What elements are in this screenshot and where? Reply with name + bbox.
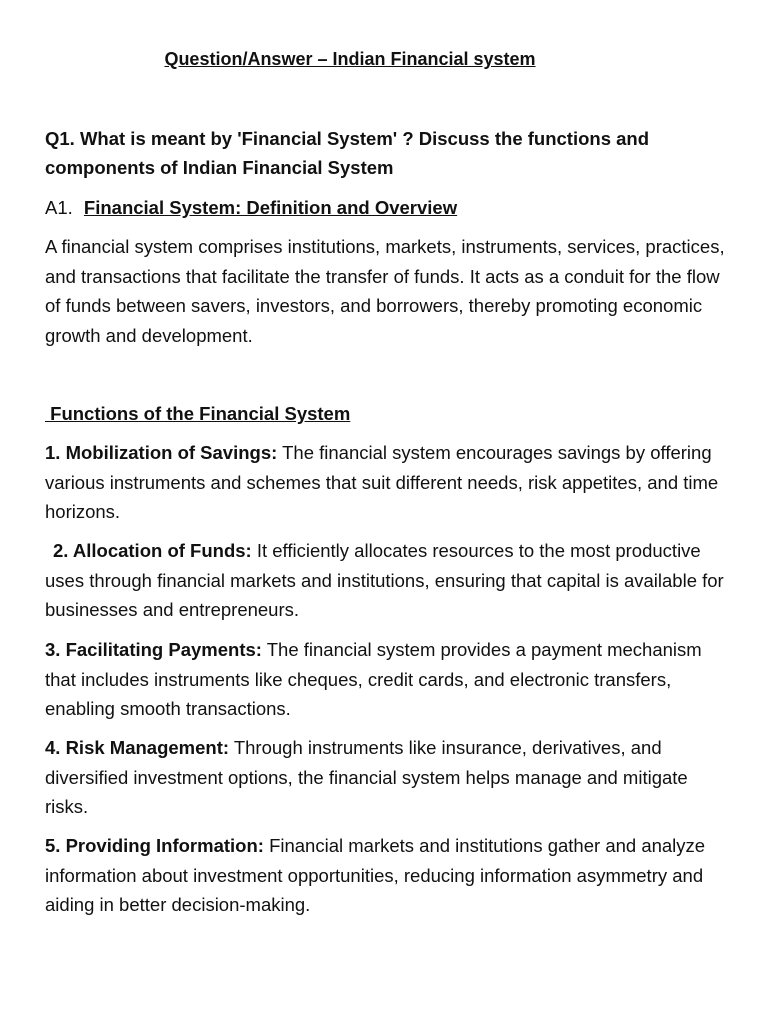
function-label: 4. Risk Management:: [45, 737, 230, 758]
function-item: [45, 438, 735, 527]
function-text: The financial system encourages savings by offering various instruments and schemes that suit different needs, risk appetites, and time horizons.: [45, 442, 719, 522]
function-label: 2. Allocation of Funds:: [53, 540, 252, 561]
document-title: Question/Answer – Indian Financial system: [164, 49, 536, 69]
function-text: Financial markets and institutions gather and analyze information about investment opportunities, reducing information asymmetry and aiding in better decision-making.: [45, 835, 706, 915]
function-item: [45, 635, 735, 724]
function-item: [45, 831, 735, 920]
function-text: It efficiently allocates resources to the most productive uses through financial markets and institutions, ensuring that capital is available for businesses and entrepreneurs.: [45, 540, 724, 620]
intro-paragraph: A financial system comprises institutions, markets, instruments, services, practices, and transactions that facilitate the transfer of funds. It acts as a conduit for the flow of funds between savers, investors, and borrowers, thereby promoting economic growth and development.: [45, 236, 725, 346]
question-text: Q1. What is meant by 'Financial System' ? Discuss the functions and components of Indian Financial System: [45, 128, 650, 178]
answer-prefix: A1.: [45, 197, 73, 218]
function-text: Through instruments like insurance, derivatives, and diversified investment options, the financial system helps manage and mitigate risks.: [45, 737, 688, 817]
functions-heading: Functions of the Financial System: [45, 403, 351, 424]
function-label: 3. Facilitating Payments:: [45, 639, 262, 660]
function-label: 1. Mobilization of Savings:: [45, 442, 278, 463]
answer-line: [45, 193, 735, 222]
answer-heading: Financial System: Definition and Overview: [83, 197, 458, 218]
function-item: [45, 536, 735, 625]
function-label: 5. Providing Information:: [45, 835, 264, 856]
function-item: [45, 733, 735, 822]
function-text: The financial system provides a payment mechanism that includes instruments like cheques, credit cards, and electronic transfers, enabling smooth transactions.: [45, 639, 702, 719]
